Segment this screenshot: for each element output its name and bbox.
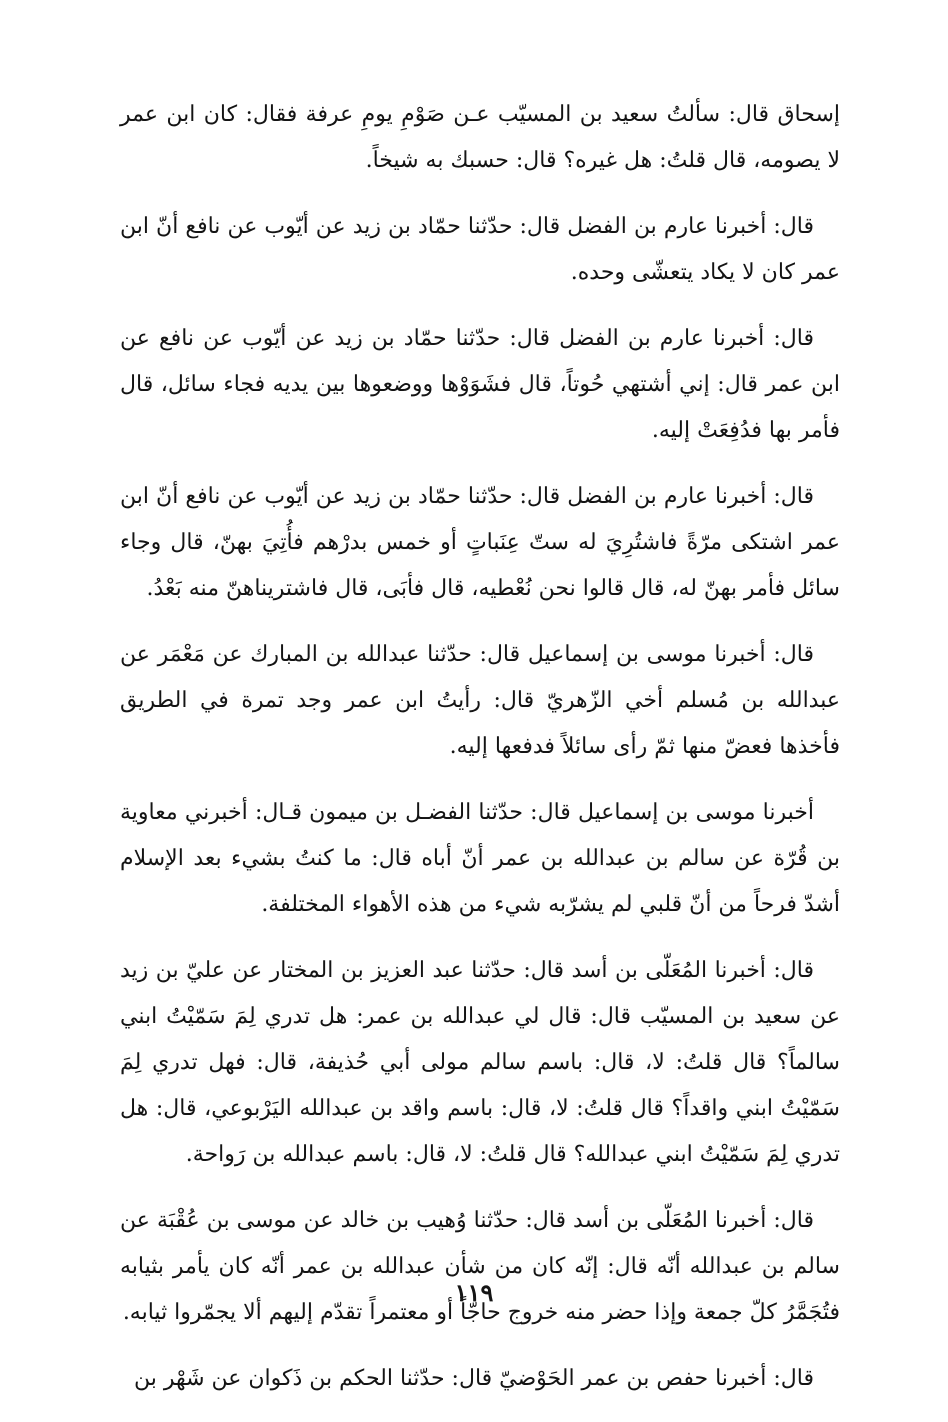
paragraph: قال: أخبرنا عارم بن الفضل قال: حدّثنا حمّاد بن زيد عن أيّوب عن نافع أنّ ابن عمر اشتكى مرّةً فاشتُرِيَ له ستّ عِنَباتٍ أو خمس بدرْهم فأُتِيَ بهنّ، قال وجاء سائل فأمر بهنّ له، قال قالوا نحن نُعْطيه، قال فأبَى، قال فاشتريناهنّ منه بَعْدُ. <box>120 484 840 601</box>
paragraph-continuation: إسحاق قال: سألتُ سعيد بن المسيّب عـن صَوْمِ يومِ عرفة فقال: كان ابن عمر لا يصومه، قال قلتُ: هل غيره؟ قال: حسبك به شيخاً. <box>120 102 840 173</box>
paragraph: أخبرنا موسى بن إسماعيل قال: حدّثنا الفضـل بن ميمون قـال: أخبرني معاوية بن قُرّة عن سالم بن عبدالله بن عمر أنّ أباه قال: ما كنتُ بشيء بعد الإسلام أشدّ فرحاً من أنّ قلبي لم يشرّبه شيء من هذه الأهواء المختلفة. <box>120 800 840 917</box>
paragraph: قال: أخبرنا عارم بن الفضل قال: حدّثنا حمّاد بن زيد عن أيّوب عن نافع عن ابن عمر قال: إني أشتهي حُوتاً، قال فشَوَوْها ووضعوها بين يديه فجاء سائل، قال فأمر بها فدُفِعَتْ إليه. <box>120 326 840 443</box>
body-text <box>120 92 840 1422</box>
paragraph: قال: أخبرنا موسى بن إسماعيل قال: حدّثنا عبدالله بن المبارك عن مَعْمَر عن عبدالله بن مُسلم أخي الزّهريّ قال: رأيتُ ابن عمر وجد تمرة في الطريق فأخذها فعضّ منها ثمّ رأى سائلاً فدفعها إليه. <box>120 642 840 759</box>
paragraph-continues: قال: أخبرنا حفص بن عمر الحَوْضيّ قال: حدّثنا الحكم بن ذَكوان عن شَهْر بن <box>133 1366 814 1391</box>
page-number: ١١٩ <box>454 1278 494 1307</box>
paragraph: قال: أخبرنا عارم بن الفضل قال: حدّثنا حمّاد بن زيد عن أيّوب عن نافع أنّ ابن عمر كان لا يكاد يتعشّى وحده. <box>120 214 840 285</box>
paragraph: قال: أخبرنا المُعَلّى بن أسد قال: حدّثنا عبد العزيز بن المختار عن عليّ بن زيد عن سعيد بن المسيّب قال: قال لي عبدالله بن عمر: هل تدري لِمَ سَمّيْتُ ابني سالماً؟ قال قلتُ: لا، قال: باسم سالم مولى أبي حُذيفة، قال: فهل تدري لِمَ سَمّيْتُ ابني واقداً؟ قال قلتُ: لا، قال: باسم واقد بن عبدالله اليَرْبوعي، قال: هل تدري لِمَ سَمّيْتُ ابني عبدالله؟ قال قلتُ: لا، قال: باسم عبدالله بن رَواحة. <box>120 958 840 1167</box>
paragraph: قال: أخبرنا المُعَلّى بن أسد قال: حدّثنا وُهيب بن خالد عن موسى بن عُقْبَة عن سالم بن عبدالله أنّه قال: إنّه كان من شأن عبدالله بن عمر أنّه كان يأمر بثيابه فتُجَمَّرُ كلّ جمعة وإذا حضر منه خروج حاجّاً أو معتمراً تقدّم إليهم ألا يجمّروا ثيابه. <box>120 1208 840 1325</box>
